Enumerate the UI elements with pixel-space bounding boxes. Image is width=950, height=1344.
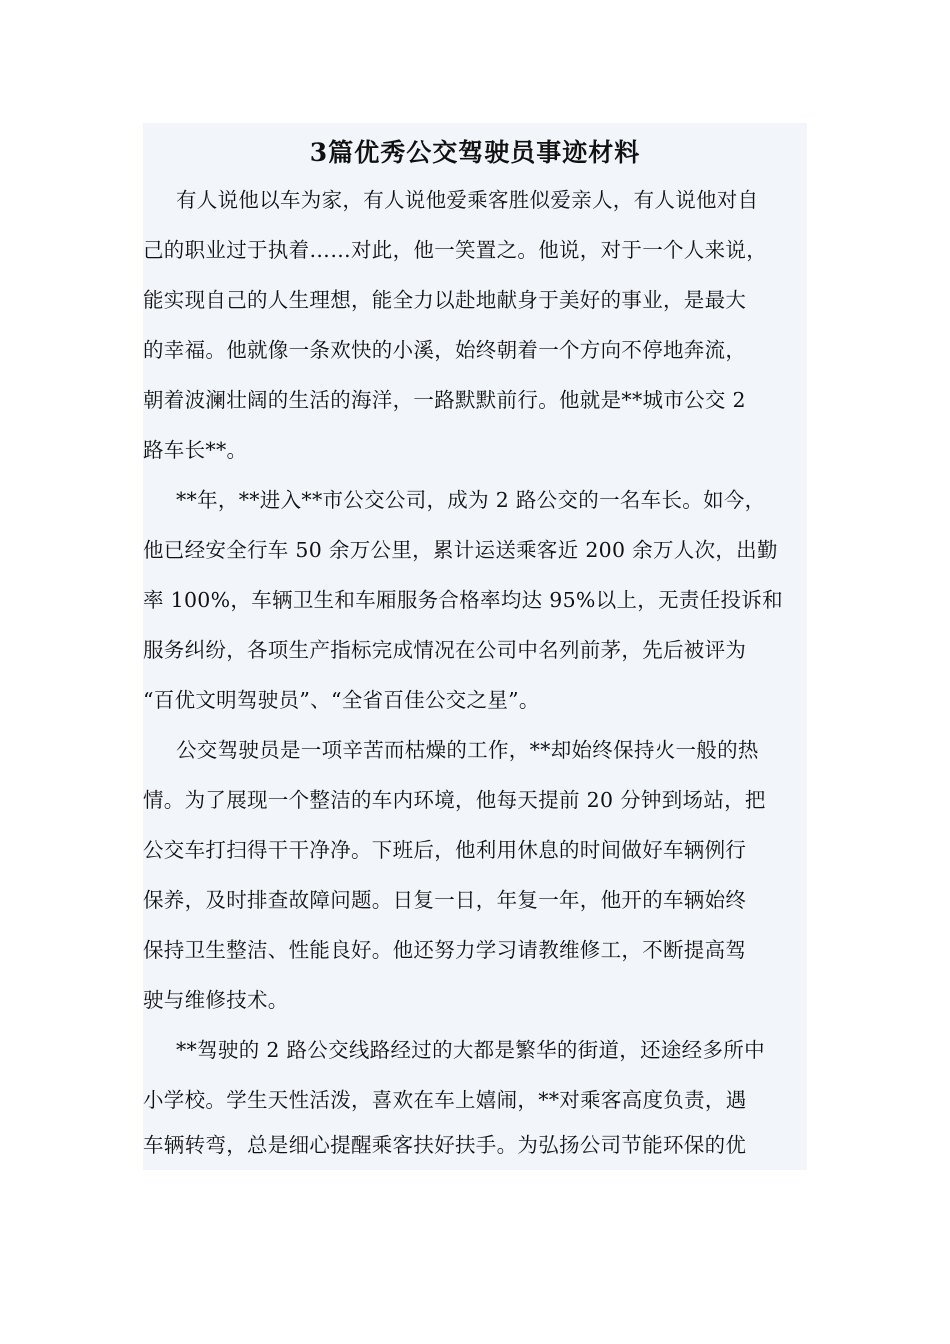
text-line: 服务纠纷，各项生产指标完成情况在公司中名列前茅，先后被评为: [143, 638, 747, 662]
text-line: 能实现自己的人生理想，能全力以赴地献身于美好的事业，是最大: [143, 288, 747, 312]
text-line: 他已经安全行车 50 余万公里，累计运送乘客近 200 余万人次，出勤: [143, 538, 778, 562]
text-line: 己的职业过于执着……对此，他一笑置之。他说，对于一个人来说，: [143, 238, 767, 262]
text-line: 率 100%，车辆卫生和车厢服务合格率均达 95%以上，无责任投诉和: [143, 588, 783, 612]
text-line: 路车长**。: [143, 438, 248, 462]
text-line: 驶与维修技术。: [143, 988, 289, 1012]
text-line: 朝着波澜壮阔的生活的海洋，一路默默前行。他就是**城市公交 2: [143, 388, 746, 412]
text-line: 小学校。学生天性活泼，喜欢在车上嬉闹，**对乘客高度负责，遇: [143, 1088, 747, 1112]
text-line: “百优文明驾驶员”、“全省百佳公交之星”。: [143, 688, 540, 712]
text-line: 保持卫生整洁、性能良好。他还努力学习请教维修工，不断提高驾: [143, 938, 747, 962]
text-block: [143, 123, 807, 1170]
document-title: 3篇优秀公交驾驶员事迹材料: [309, 138, 641, 167]
text-line: 保养，及时排查故障问题。日复一日，年复一年，他开的车辆始终: [143, 888, 747, 912]
text-line: 车辆转弯，总是细心提醒乘客扶好扶手。为弘扬公司节能环保的优: [143, 1133, 747, 1157]
text-line: 公交车打扫得干干净净。下班后，他利用休息的时间做好车辆例行: [143, 838, 747, 862]
text-line: 有人说他以车为家，有人说他爱乘客胜似爱亲人，有人说他对自: [176, 188, 759, 212]
text-line: 情。为了展现一个整洁的车内环境，他每天提前 20 分钟到场站，把: [143, 788, 766, 812]
text-line: 的幸福。他就像一条欢快的小溪，始终朝着一个方向不停地奔流，: [143, 338, 747, 362]
text-line: **驾驶的 2 路公交线路经过的大都是繁华的街道，还途经多所中: [176, 1038, 765, 1062]
text-line: 公交驾驶员是一项辛苦而枯燥的工作，**却始终保持火一般的热: [176, 738, 759, 762]
text-line: **年，**进入**市公交公司，成为 2 路公交的一名车长。如今，: [176, 488, 766, 512]
